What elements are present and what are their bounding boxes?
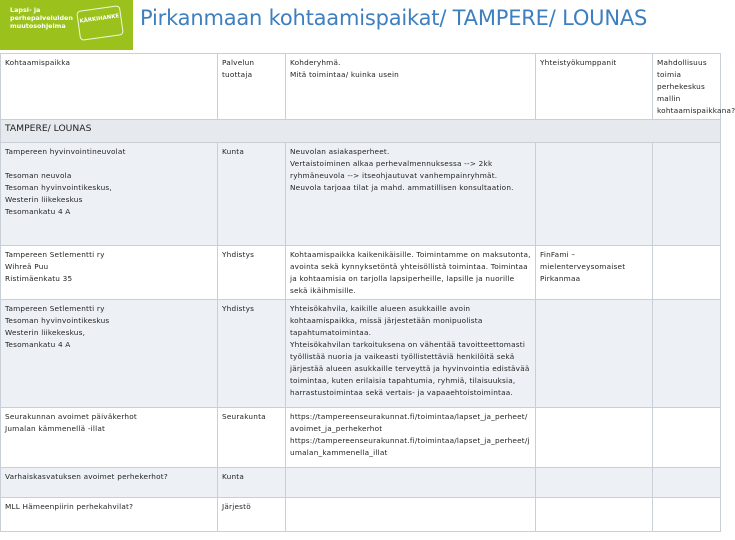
section-title: TAMPERE/ LOUNAS — [1, 120, 721, 143]
place-cell: Seurakunnan avoimet päiväkerhot Jumalan kämmenellä -illat — [1, 408, 218, 468]
possibility-cell — [653, 300, 721, 408]
possibility-cell — [653, 408, 721, 468]
place-cell: Tampereen hyvinvointineuvolat Tesoman neuvola Tesoman hyvinvointikeskus, Westerin liikekeskus Tesomankatu 4 A — [1, 143, 218, 246]
logo-line-2: perhepalveluiden — [10, 14, 73, 22]
table-row — [1, 468, 721, 498]
activity-cell: Yhteisökahvila, kaikille alueen asukkaille avoin kohtaamispaikka, missä järjestetään monipuolista tapahtumatoimintaa. Yhteisökahvilan tarkoituksena on vähentää tavoitteettomasti työllistää nuoria ja vaikeasti työllistettäviä henkilöitä sekä järjestää alueen asukkaille terveyttä ja hyvinvointia edistävää toimintaa, kuten erilaisia tapahtumia, ryhmiä, tilaisuuksia, harrastustoimintaa sekä vertais- ja vapaaehtoistoimintaa. — [286, 300, 536, 408]
partners-cell: FinFami –mielenterveysomaiset Pirkanmaa — [536, 246, 653, 300]
logo-stamp: KÄRKIHANKE — [76, 5, 124, 41]
page-title: Pirkanmaan kohtaamispaikat/ TAMPERE/ LOUNAS — [140, 6, 648, 30]
section-row — [1, 120, 721, 143]
possibility-cell — [653, 143, 721, 246]
provider-cell: Järjestö — [218, 498, 286, 532]
partners-cell — [536, 468, 653, 498]
provider-cell: Kunta — [218, 468, 286, 498]
partners-cell — [536, 498, 653, 532]
place-cell: MLL Hämeenpiirin perhekahvilat? — [1, 498, 218, 532]
provider-cell: Kunta — [218, 143, 286, 246]
place-cell: Varhaiskasvatuksen avoimet perhekerhot? — [1, 468, 218, 498]
activity-cell: https://tampereenseurakunnat.fi/toimintaa/lapset_ja_perheet/avoimet_ja_perhekerhot https://tampereenseurakunnat.fi/toimintaa/lapset_ja_perheet/jumalan_kammenella_illat — [286, 408, 536, 468]
logo-line-1: Lapsi- ja — [10, 6, 41, 14]
table-row — [1, 246, 721, 300]
program-logo — [0, 0, 133, 50]
column-header-possibility: Mahdollisuus toimia perhekeskus mallin kohtaamispaikkana? — [653, 54, 721, 120]
column-header-activity: Kohderyhmä. Mitä toimintaa/ kuinka usein — [286, 54, 536, 120]
table-row — [1, 300, 721, 408]
table-row — [1, 143, 721, 246]
table-header-row — [1, 54, 721, 120]
partners-cell — [536, 300, 653, 408]
partners-cell — [536, 408, 653, 468]
activity-cell: Neuvolan asiakasperheet. Vertaistoiminen alkaa perhevalmennuksessa --> 2kk ryhmäneuvola --> itseohjautuvat vanhempainryhmät. Neuvola tarjoaa tilat ja mahd. ammatillisen konsultaation. — [286, 143, 536, 246]
meeting-places-table — [0, 53, 735, 532]
place-cell: Tampereen Setlementti ry Wihreä Puu Ristimäenkatu 35 — [1, 246, 218, 300]
activity-cell: Kohtaamispaikka kaikenikäisille. Toimintamme on maksutonta, avointa sekä kynnyksetöntä yhteisöllistä toimintaa. Toimintaa ja kohtaamisia on tarjolla lapsiperheille, lapsille ja nuorille sekä ikäihmisille. — [286, 246, 536, 300]
possibility-cell — [653, 498, 721, 532]
column-header-provider: Palvelun tuottaja — [218, 54, 286, 120]
activity-cell — [286, 498, 536, 532]
possibility-cell — [653, 468, 721, 498]
possibility-cell — [653, 246, 721, 300]
place-cell: Tampereen Setlementti ry Tesoman hyvinvointikeskus Westerin liikekeskus, Tesomankatu 4 A — [1, 300, 218, 408]
partners-cell — [536, 143, 653, 246]
column-header-place: Kohtaamispaikka — [1, 54, 218, 120]
provider-cell: Yhdistys — [218, 300, 286, 408]
slide-header — [0, 0, 720, 54]
logo-line-3: muutosohjelma — [10, 22, 66, 30]
activity-cell — [286, 468, 536, 498]
provider-cell: Seurakunta — [218, 408, 286, 468]
column-header-partners: Yhteistyökumppanit — [536, 54, 653, 120]
table-row — [1, 498, 721, 532]
provider-cell: Yhdistys — [218, 246, 286, 300]
table-row — [1, 408, 721, 468]
